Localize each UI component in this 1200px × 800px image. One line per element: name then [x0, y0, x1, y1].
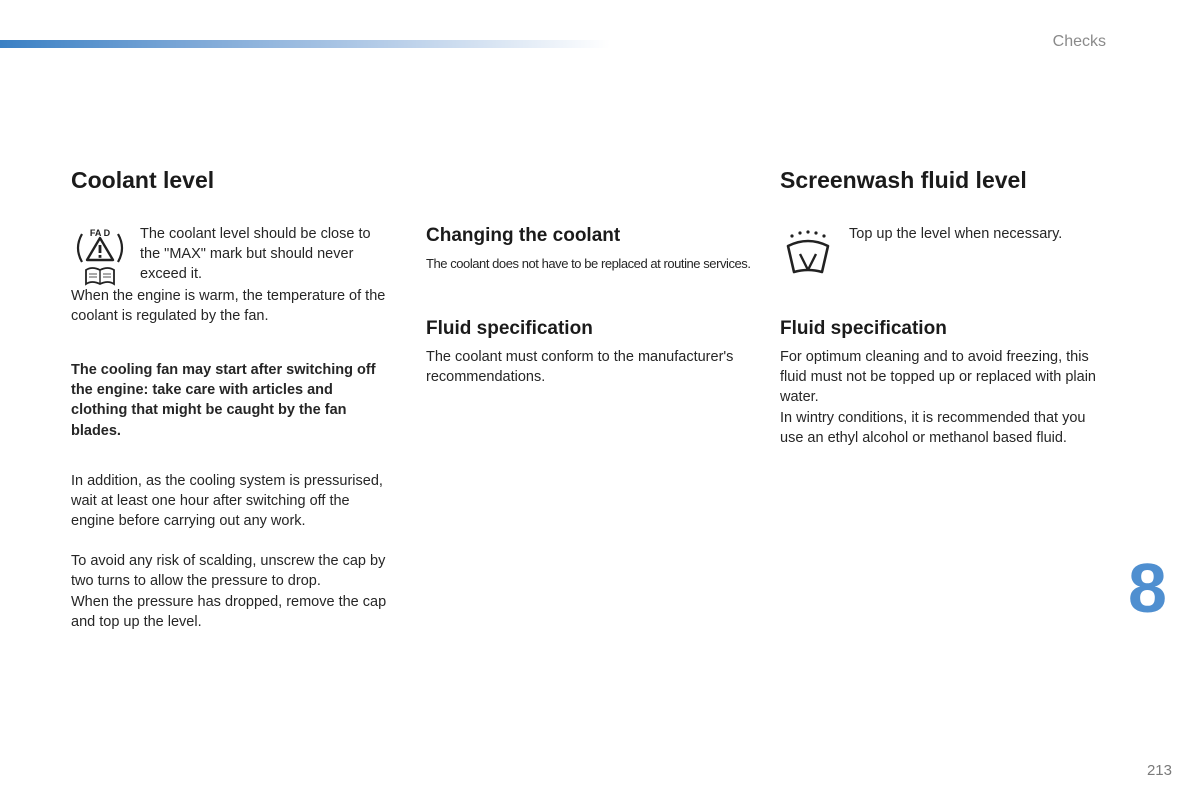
screenwash-icon [780, 226, 836, 280]
screenwash-fluid-spec-text-1: For optimum cleaning and to avoid freezing, this fluid must not be topped up or replaced with plain water. [780, 349, 1096, 406]
coolant-warning-text: The cooling fan may start after switching off the engine: take care with articles and clothing that might be caught by the fan blades. [71, 362, 376, 439]
screenwash-fluid-spec-heading: Fluid specification [780, 318, 947, 339]
coolant-paragraph-4: When the pressure has dropped, remove the cap and top up the level. [71, 594, 387, 631]
coolant-icon-note: The coolant level should be close to the "MAX" mark but should never exceed it. [140, 226, 371, 283]
section-title: Checks [1052, 33, 1106, 50]
coolant-level-heading: Coolant level [71, 167, 215, 193]
coolant-paragraph-3: To avoid any risk of scalding, unscrew the cap by two turns to allow the pressure to drop. [71, 553, 386, 590]
coolant-icon-letters: FA D [89, 228, 111, 238]
chapter-number: 8 [1128, 549, 1167, 627]
changing-coolant-heading: Changing the coolant [426, 225, 621, 246]
coolant-paragraph-2: In addition, as the cooling system is pressurised, wait at least one hour after switching off the engine before carrying out any work. [71, 473, 383, 530]
coolant-fluid-spec-text: The coolant must conform to the manufacturer's recommendations. [426, 349, 734, 386]
header-accent-bar [0, 40, 610, 48]
coolant-fluid-spec-heading: Fluid specification [426, 318, 593, 339]
page-number: 213 [1146, 762, 1172, 779]
screenwash-heading: Screenwash fluid level [780, 167, 1027, 193]
coolant-warning-icon [72, 226, 128, 286]
changing-coolant-text: The coolant does not have to be replaced at routine services. [426, 256, 751, 271]
coolant-paragraph-1: When the engine is warm, the temperature of the coolant is regulated by the fan. [71, 288, 386, 325]
screenwash-icon-note: Top up the level when necessary. [849, 226, 1063, 242]
screenwash-fluid-spec-text-2: In wintry conditions, it is recommended that you use an ethyl alcohol or methanol based fluid. [780, 410, 1086, 447]
